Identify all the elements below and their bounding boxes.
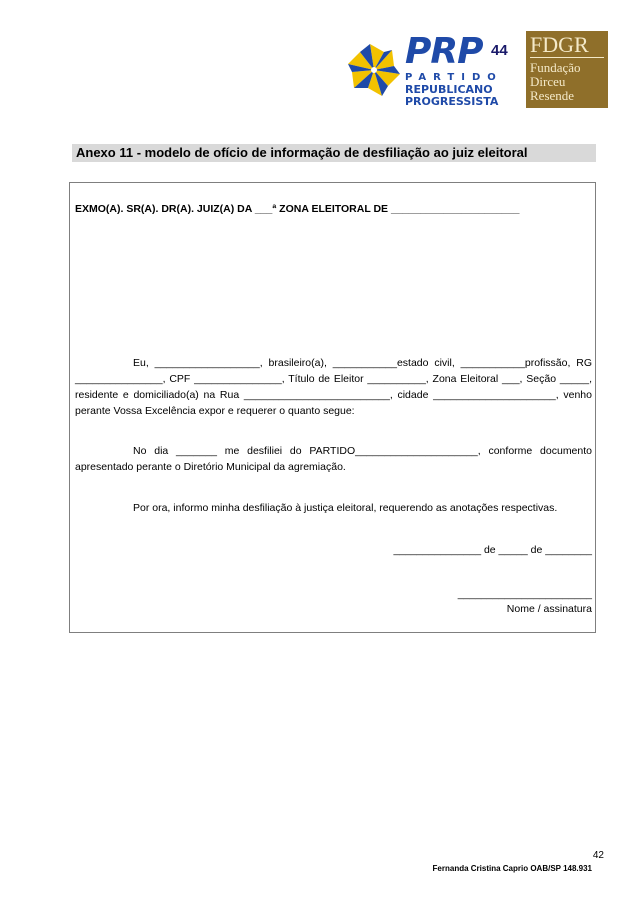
paragraph-request: Por ora, informo minha desfiliação à justiça eleitoral, requerendo as anotações respectivas. — [133, 502, 558, 514]
prp-line-progressista: PROGRESSISTA — [405, 95, 499, 108]
fdgr-line-resende: Resende — [530, 88, 575, 103]
signature-line: _______________________ — [457, 588, 592, 600]
paragraph-line: apresentado perante o Diretório Municipal da agremiação. — [75, 461, 346, 473]
paragraph-identification — [75, 355, 592, 419]
addressee-line: EXMO(A). SR(A). DR(A). JUIZ(A) DA ___ª ZONA ELEITORAL DE ______________________ — [75, 203, 520, 215]
footer-author: Fernanda Cristina Caprio OAB/SP 148.931 — [432, 864, 592, 873]
fdgr-line-dirceu: Dirceu — [530, 74, 566, 89]
paragraph-line: Eu, __________________, brasileiro(a), ___________estado civil, ___________profissão, RG — [133, 357, 592, 369]
date-line: _______________ de _____ de ________ — [393, 544, 592, 556]
prp-number: 44 — [491, 42, 508, 59]
annex-title: Anexo 11 - modelo de ofício de informação de desfiliação ao juiz eleitoral — [72, 144, 596, 162]
fdgr-logo — [526, 31, 608, 108]
prp-acronym: PRP — [405, 31, 483, 72]
fdgr-line-fundacao: Fundação — [530, 60, 581, 75]
paragraph-disaffiliation — [75, 443, 592, 475]
paragraph-line: No dia _______ me desfiliei do PARTIDO_____________________, conforme documento — [133, 445, 592, 457]
signature-label: Nome / assinatura — [506, 603, 592, 615]
paragraph-line: perante Vossa Excelência expor e requerer o quanto segue: — [75, 405, 355, 417]
paragraph-line: _______________, CPF _______________, Título de Eleitor __________, Zona Eleitoral ___, Seção _____, — [75, 373, 592, 385]
page-number: 42 — [592, 850, 604, 861]
paragraph-line: residente e domiciliado(a) na Rua _________________________, cidade _____________________, venho — [75, 389, 592, 401]
prp-line-partido: PARTIDO — [405, 72, 503, 83]
prp-logo-text — [405, 31, 508, 108]
prp-line-republicano: REPUBLICANO — [405, 83, 493, 96]
fdgr-acronym: FDGR — [530, 34, 604, 58]
